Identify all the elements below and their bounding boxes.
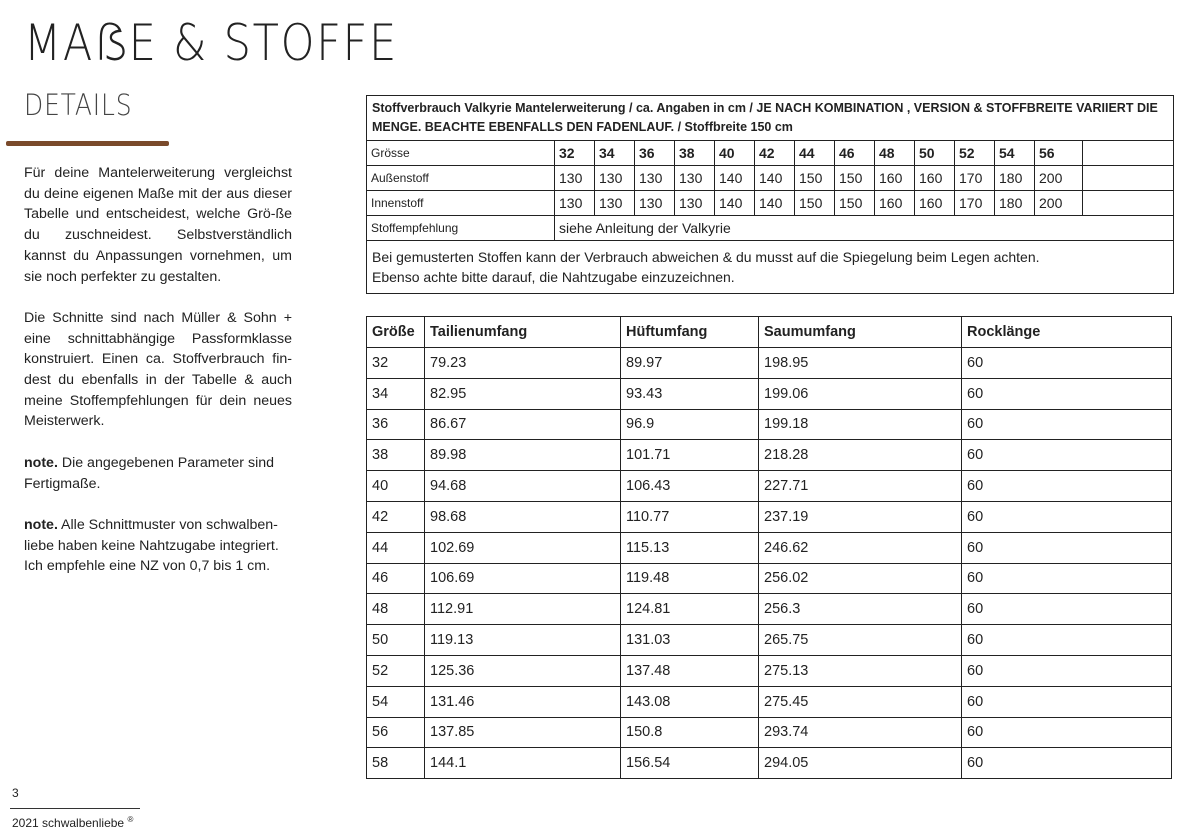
fabric-amount-cell: 160	[915, 166, 955, 191]
table-cell: 101.71	[621, 440, 759, 471]
table-cell: 98.68	[425, 501, 621, 532]
note-text: Die angegebenen Parameter sind Fertigmaße.	[24, 454, 275, 492]
table-row	[367, 563, 1172, 594]
size-cell: 50	[915, 141, 955, 166]
recommendation-row	[367, 216, 1174, 241]
fabric-amount-cell: 130	[635, 191, 675, 216]
intro-text	[24, 163, 292, 598]
fabric-amount-cell: 170	[955, 166, 995, 191]
fabric-row	[367, 166, 1174, 191]
table-cell: 60	[962, 717, 1172, 748]
accent-divider	[6, 141, 169, 146]
size-label: Grösse	[367, 141, 555, 166]
table-cell: 131.03	[621, 625, 759, 656]
fabric-amount-cell: 160	[915, 191, 955, 216]
fabric-amount-cell: 160	[875, 166, 915, 191]
table-cell: 237.19	[759, 501, 962, 532]
table-cell: 60	[962, 409, 1172, 440]
measurements-table	[366, 316, 1172, 779]
table-cell: 199.18	[759, 409, 962, 440]
copyright	[12, 815, 133, 830]
size-cell: 34	[595, 141, 635, 166]
recommendation-label: Stoffempfehlung	[367, 216, 555, 241]
table-cell: 124.81	[621, 594, 759, 625]
table-cell: 106.69	[425, 563, 621, 594]
size-cell: 54	[995, 141, 1035, 166]
table-row	[367, 655, 1172, 686]
page-subtitle: DETAILS	[24, 88, 133, 122]
fabric-note-line-1: Bei gemusterten Stoffen kann der Verbrauch abweichen & du musst auf die Spiegelung beim Legen achten.	[372, 249, 1040, 265]
intro-paragraph-1: Für deine Mantelerweiterung vergleichst du deine eigenen Maße mit der aus dieser Tabelle und entscheidest, welche Grö-ße du zuschneidest. Selbstverständlich kannst du Anpassungen vornehmen, um sie noch perfekter zu gestalten.	[24, 165, 292, 285]
recommendation-value: siehe Anleitung der Valkyrie	[555, 216, 1174, 241]
table-row	[367, 532, 1172, 563]
table-cell: 46	[367, 563, 425, 594]
table-cell: 60	[962, 748, 1172, 779]
fabric-table-heading: Stoffverbrauch Valkyrie Mantelerweiterung / ca. Angaben in cm / JE NACH KOMBINATION , VERSION & STOFFBREITE VARIIERT DIE MENGE. BEACHTE EBENFALLS DEN FADENLAUF. / Stoffbreite 150 cm	[367, 96, 1174, 141]
fabric-type-label: Außenstoff	[367, 166, 555, 191]
size-row	[367, 141, 1174, 166]
table-row	[367, 686, 1172, 717]
table-cell: 34	[367, 378, 425, 409]
size-cell: 36	[635, 141, 675, 166]
table-cell: 60	[962, 348, 1172, 379]
note-finished-measures	[24, 453, 292, 494]
table-row	[367, 348, 1172, 379]
table-cell: 40	[367, 471, 425, 502]
size-cell: 52	[955, 141, 995, 166]
table-cell: 60	[962, 686, 1172, 717]
table-cell: 60	[962, 532, 1172, 563]
table-cell: 60	[962, 501, 1172, 532]
empty-cell	[1083, 166, 1174, 191]
size-cell: 56	[1035, 141, 1083, 166]
table-row	[367, 440, 1172, 471]
table-cell: 60	[962, 471, 1172, 502]
table-cell: 137.48	[621, 655, 759, 686]
table-cell: 119.48	[621, 563, 759, 594]
table-cell: 42	[367, 501, 425, 532]
table-cell: 119.13	[425, 625, 621, 656]
footer-divider	[10, 808, 140, 809]
fabric-amount-cell: 200	[1035, 191, 1083, 216]
fabric-amount-cell: 140	[715, 166, 755, 191]
table-cell: 60	[962, 655, 1172, 686]
table-cell: 275.13	[759, 655, 962, 686]
table-cell: 93.43	[621, 378, 759, 409]
table-row	[367, 594, 1172, 625]
page-number: 3	[12, 786, 19, 800]
table-cell: 60	[962, 594, 1172, 625]
copyright-text: 2021 schwalbenliebe	[12, 816, 125, 830]
note-label: note.	[24, 516, 58, 533]
size-cell: 42	[755, 141, 795, 166]
table-header-row	[367, 317, 1172, 348]
table-cell: 294.05	[759, 748, 962, 779]
table-cell: 246.62	[759, 532, 962, 563]
fabric-amount-cell: 150	[835, 191, 875, 216]
table-cell: 82.95	[425, 378, 621, 409]
table-cell: 199.06	[759, 378, 962, 409]
fabric-amount-cell: 200	[1035, 166, 1083, 191]
table-cell: 89.97	[621, 348, 759, 379]
table-cell: 275.45	[759, 686, 962, 717]
table-cell: 110.77	[621, 501, 759, 532]
table-cell: 150.8	[621, 717, 759, 748]
table-row	[367, 409, 1172, 440]
fabric-note-line-2: Ebenso achte bitte darauf, die Nahtzugabe einzuzeichnen.	[372, 269, 735, 285]
column-header: Saumumfang	[759, 317, 962, 348]
fabric-amount-cell: 130	[555, 191, 595, 216]
table-cell: 198.95	[759, 348, 962, 379]
table-row	[367, 625, 1172, 656]
size-cell: 48	[875, 141, 915, 166]
table-cell: 89.98	[425, 440, 621, 471]
fabric-amount-cell: 130	[595, 191, 635, 216]
fabric-amount-cell: 180	[995, 166, 1035, 191]
fabric-amount-cell: 150	[835, 166, 875, 191]
table-cell: 38	[367, 440, 425, 471]
fabric-amount-cell: 140	[715, 191, 755, 216]
page-title: MAẞE & STOFFE	[24, 14, 399, 72]
table-row	[367, 748, 1172, 779]
note-label: note.	[24, 454, 58, 471]
table-cell: 293.74	[759, 717, 962, 748]
size-cell: 46	[835, 141, 875, 166]
fabric-amount-cell: 160	[875, 191, 915, 216]
empty-cell	[1083, 191, 1174, 216]
fabric-amount-cell: 130	[675, 191, 715, 216]
table-cell: 125.36	[425, 655, 621, 686]
fabric-heading-row	[367, 96, 1174, 141]
table-cell: 60	[962, 378, 1172, 409]
table-row	[367, 378, 1172, 409]
size-cell: 44	[795, 141, 835, 166]
registered-mark: ®	[127, 815, 134, 824]
fabric-note-row	[367, 241, 1174, 294]
table-cell: 56	[367, 717, 425, 748]
table-cell: 131.46	[425, 686, 621, 717]
fabric-row	[367, 191, 1174, 216]
fabric-amount-cell: 130	[675, 166, 715, 191]
table-cell: 94.68	[425, 471, 621, 502]
fabric-amount-cell: 180	[995, 191, 1035, 216]
table-cell: 265.75	[759, 625, 962, 656]
fabric-amount-cell: 140	[755, 191, 795, 216]
table-cell: 86.67	[425, 409, 621, 440]
table-cell: 54	[367, 686, 425, 717]
table-cell: 143.08	[621, 686, 759, 717]
table-cell: 58	[367, 748, 425, 779]
table-cell: 79.23	[425, 348, 621, 379]
table-cell: 102.69	[425, 532, 621, 563]
table-row	[367, 471, 1172, 502]
size-cell: 40	[715, 141, 755, 166]
column-header: Tailienumfang	[425, 317, 621, 348]
fabric-amount-cell: 140	[755, 166, 795, 191]
table-row	[367, 501, 1172, 532]
note-seam-allowance	[24, 515, 292, 577]
table-cell: 256.3	[759, 594, 962, 625]
table-cell: 106.43	[621, 471, 759, 502]
fabric-amount-cell: 150	[795, 191, 835, 216]
table-cell: 52	[367, 655, 425, 686]
table-cell: 44	[367, 532, 425, 563]
column-header: Rocklänge	[962, 317, 1172, 348]
table-cell: 218.28	[759, 440, 962, 471]
table-cell: 50	[367, 625, 425, 656]
size-cell: 32	[555, 141, 595, 166]
fabric-amount-cell: 170	[955, 191, 995, 216]
note-text: Alle Schnittmuster von schwalben-liebe haben keine Nahtzugabe integriert. Ich empfehle eine NZ von 0,7 bis 1 cm.	[24, 516, 279, 575]
table-cell: 227.71	[759, 471, 962, 502]
fabric-amount-cell: 130	[555, 166, 595, 191]
table-cell: 96.9	[621, 409, 759, 440]
table-cell: 256.02	[759, 563, 962, 594]
fabric-amount-cell: 150	[795, 166, 835, 191]
size-cell: 38	[675, 141, 715, 166]
table-cell: 112.91	[425, 594, 621, 625]
fabric-amount-cell: 130	[595, 166, 635, 191]
column-header: Hüftumfang	[621, 317, 759, 348]
table-cell: 36	[367, 409, 425, 440]
table-cell: 156.54	[621, 748, 759, 779]
fabric-note	[367, 241, 1174, 294]
table-cell: 60	[962, 625, 1172, 656]
table-cell: 137.85	[425, 717, 621, 748]
column-header: Größe	[367, 317, 425, 348]
table-cell: 115.13	[621, 532, 759, 563]
fabric-consumption-table	[366, 95, 1174, 294]
fabric-type-label: Innenstoff	[367, 191, 555, 216]
table-cell: 48	[367, 594, 425, 625]
intro-paragraph-2: Die Schnitte sind nach Müller & Sohn + eine schnittabhängige Passformklasse konstruiert. Einen ca. Stoffverbrauch fin-dest du ebenfalls in der Tabelle & auch meine Stoffempfehlungen für dein neues Meisterwerk.	[24, 309, 292, 430]
table-row	[367, 717, 1172, 748]
table-cell: 32	[367, 348, 425, 379]
empty-cell	[1083, 141, 1174, 166]
table-cell: 144.1	[425, 748, 621, 779]
table-cell: 60	[962, 440, 1172, 471]
table-cell: 60	[962, 563, 1172, 594]
fabric-amount-cell: 130	[635, 166, 675, 191]
